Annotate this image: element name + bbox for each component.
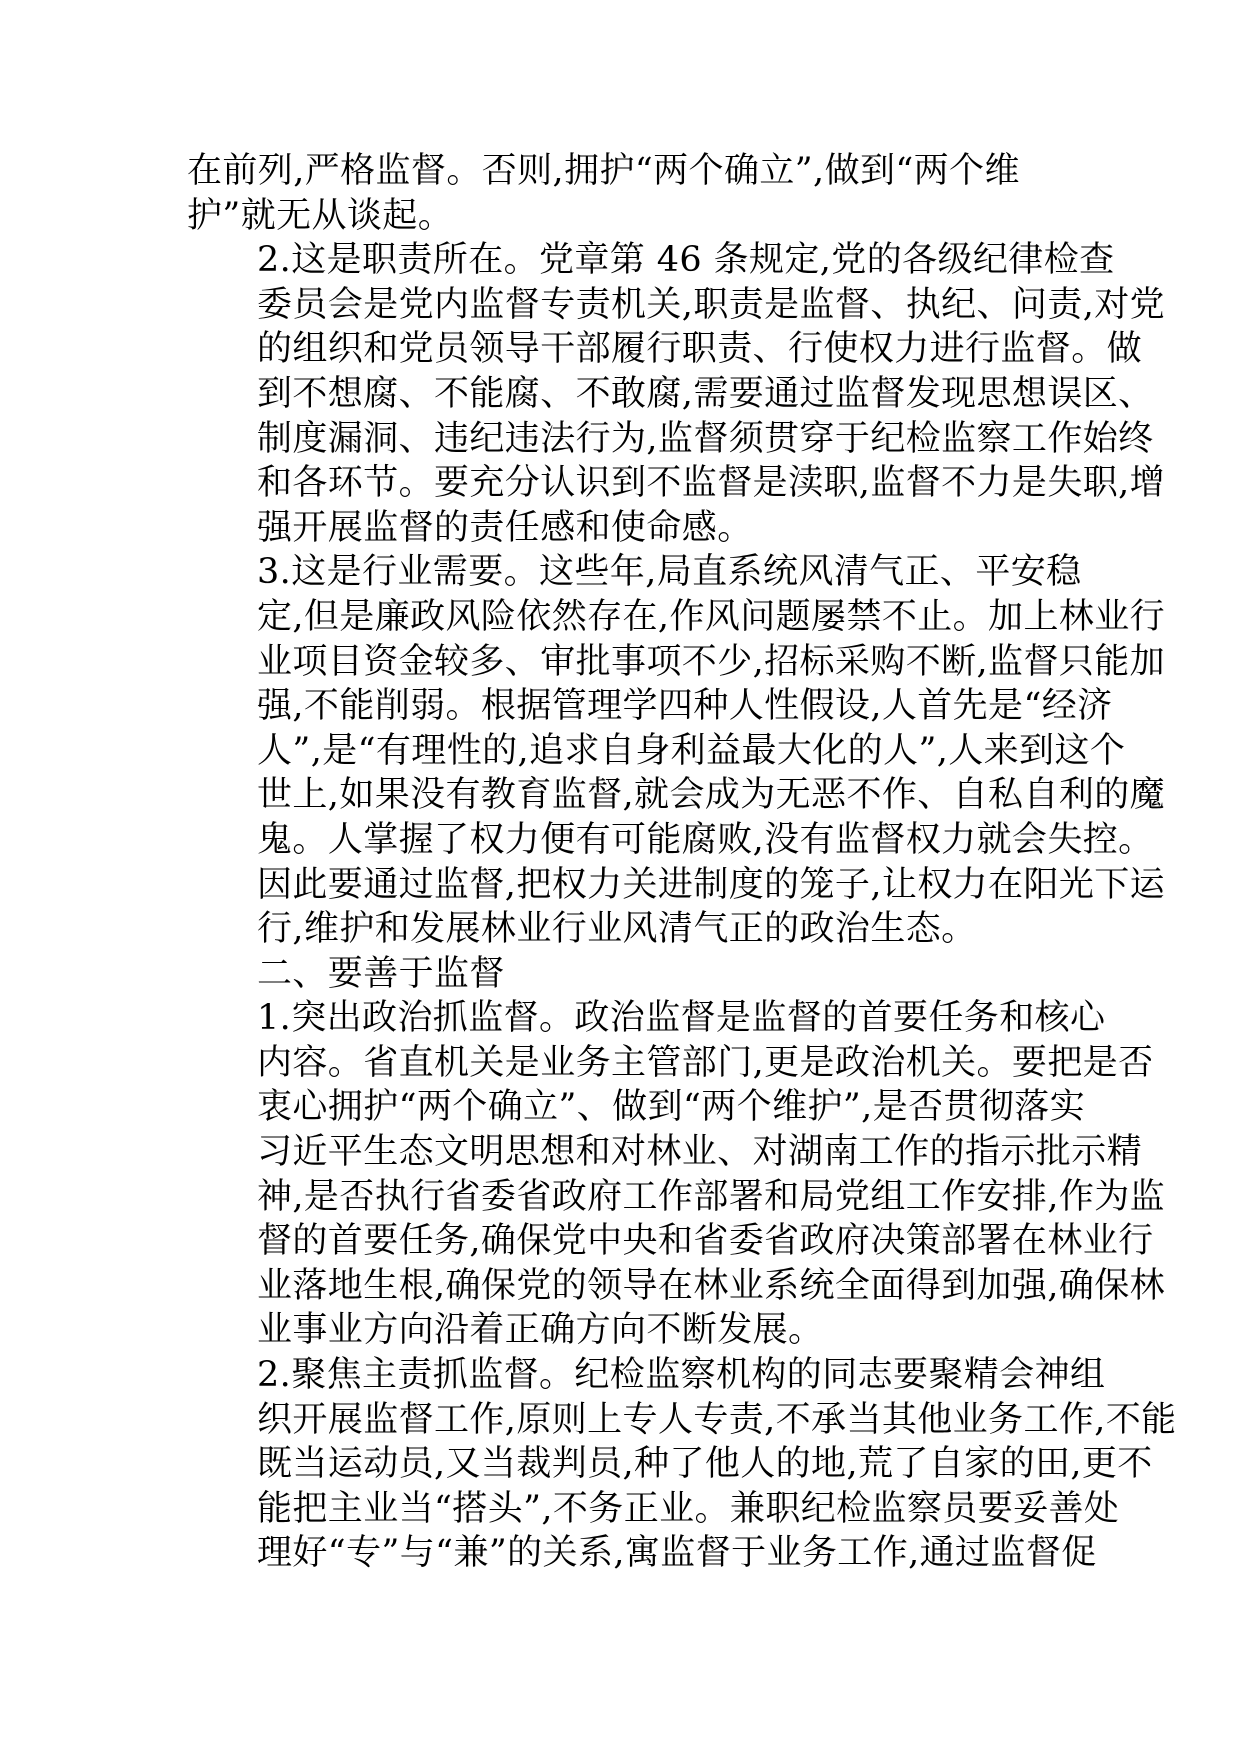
document-body	[187, 149, 1177, 1576]
paragraph-section-2-point-2	[187, 1353, 1177, 1576]
text-line: 神,是否执行省委省政府工作部署和局党组工作安排,作为监	[257, 1176, 1166, 1217]
text-line: 业项目资金较多、审批事项不少,招标采购不断,监督只能加	[257, 641, 1166, 682]
text-line: 能把主业当“搭头”,不务正业。兼职纪检监察员要妥善处	[257, 1488, 1120, 1529]
text-line: 行,维护和发展林业行业风清气正的政治生态。	[257, 909, 977, 950]
text-line: 二、要善于监督	[257, 953, 505, 994]
text-line: 督的首要任务,确保党中央和省委省政府决策部署在林业行	[257, 1221, 1154, 1262]
paragraph-point-2-duty	[187, 238, 1166, 550]
paragraph-point-3-industry	[187, 550, 1166, 951]
text-line: 织开展监督工作,原则上专人专责,不承当其他业务工作,不能	[257, 1399, 1177, 1440]
text-line: 业事业方向沿着正确方向不断发展。	[257, 1310, 824, 1351]
text-line: 既当运动员,又当裁判员,种了他人的地,荒了自家的田,更不	[257, 1444, 1153, 1485]
text-line: 和各环节。要充分认识到不监督是渎职,监督不力是失职,增	[257, 463, 1166, 504]
text-line: 的组织和党员领导干部履行职责、行使权力进行监督。做	[257, 329, 1143, 370]
text-line: 世上,如果没有教育监督,就会成为无恶不作、自私自利的魔	[257, 775, 1166, 816]
text-line: 衷心拥护“两个确立”、做到“两个维护”,是否贯彻落实	[257, 1087, 1086, 1128]
paragraph-section-2-heading	[187, 952, 1055, 997]
text-line: 护”就无从谈起。	[187, 195, 454, 236]
text-line: 习近平生态文明思想和对林业、对湖南工作的指示批示精	[257, 1132, 1143, 1173]
text-line: 强开展监督的责任感和使命感。	[257, 507, 753, 548]
text-line: 委员会是党内监督专责机关,职责是监督、执纪、问责,对党	[257, 284, 1166, 325]
text-line: 到不想腐、不能腐、不敢腐,需要通过监督发现思想误区、	[257, 373, 1154, 414]
text-line: 业落地生根,确保党的领导在林业系统全面得到加强,确保林	[257, 1265, 1166, 1306]
paragraph-continuation	[187, 149, 1055, 238]
text-line: 定,但是廉政风险依然存在,作风问题屡禁不止。加上林业行	[257, 596, 1166, 637]
text-line: 鬼。人掌握了权力便有可能腐败,没有监督权力就会失控。	[257, 819, 1154, 860]
text-line: 内容。省直机关是业务主管部门,更是政治机关。要把是否	[257, 1042, 1154, 1083]
text-line: 强,不能削弱。根据管理学四种人性假设,人首先是“经济	[257, 686, 1113, 727]
text-line: 因此要通过监督,把权力关进制度的笼子,让权力在阳光下运	[257, 864, 1166, 905]
text-line: 理好“专”与“兼”的关系,寓监督于业务工作,通过监督促	[257, 1533, 1097, 1574]
text-line: 在前列,严格监督。否则,拥护“两个确立”,做到“两个维	[187, 151, 1020, 191]
text-line: 2.这是职责所在。党章第 46 条规定,党的各级纪律检查	[257, 240, 1115, 281]
text-line: 3.这是行业需要。这些年,局直系统风清气正、平安稳	[257, 552, 1082, 593]
text-line: 2.聚焦主责抓监督。纪检监察机构的同志要聚精会神组	[257, 1355, 1106, 1396]
text-line: 1.突出政治抓监督。政治监督是监督的首要任务和核心	[257, 998, 1106, 1039]
paragraph-section-2-point-1	[187, 996, 1166, 1353]
text-line: 制度漏洞、违纪违法行为,监督须贯穿于纪检监察工作始终	[257, 418, 1154, 459]
text-line: 人”,是“有理性的,追求自身利益最大化的人”,人来到这个	[257, 730, 1126, 771]
